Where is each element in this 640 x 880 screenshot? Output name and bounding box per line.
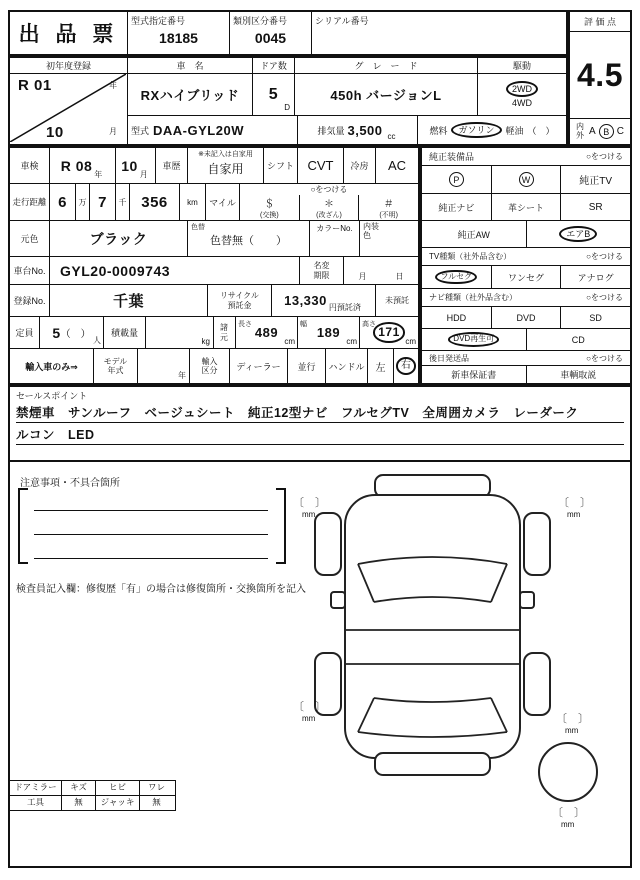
- month-char: 月: [358, 272, 367, 281]
- new-car-warranty: 新車保証書: [422, 366, 527, 383]
- recycle-none: 未預託: [385, 296, 409, 305]
- handle-left: 左: [368, 349, 394, 383]
- length-unit: cm: [284, 337, 295, 346]
- displacement-value: 3,500: [347, 122, 383, 138]
- shift-label: シフト: [264, 148, 298, 183]
- score-value-cell: [570, 32, 630, 118]
- color-change-cell: [188, 221, 310, 256]
- factory-aw: 純正AW: [422, 221, 527, 247]
- front-bumper: [375, 475, 490, 497]
- naigai-grade-a: A: [589, 126, 596, 137]
- equipment-aw-row: [422, 221, 630, 248]
- grade-value: 450h バージョンL: [330, 88, 442, 103]
- naigai-grade-b-circled: B: [599, 124, 614, 139]
- class-number-value: 0045: [254, 30, 287, 46]
- class-number-label: 類別区分番号: [233, 16, 288, 26]
- mile-options-group: [240, 184, 418, 220]
- dvd-play-cell: [422, 329, 527, 350]
- history-cell: [188, 148, 264, 183]
- score-box: [568, 10, 632, 146]
- notes-line: [34, 510, 268, 511]
- spec-label: 諸元: [220, 323, 228, 342]
- one-seg: ワンセグ: [492, 266, 562, 288]
- model-code-label: 型式: [131, 125, 150, 136]
- unknown-label: (不明): [379, 212, 399, 219]
- import-row: [10, 349, 418, 383]
- mirror-left: [331, 592, 345, 608]
- first-registration-cell: [10, 58, 128, 144]
- shaken-year-cell: [50, 148, 116, 183]
- analog-tv: アナログ: [577, 272, 614, 283]
- naigai-grade-c: C: [616, 126, 624, 137]
- tampered-symbol: ＊: [324, 199, 334, 210]
- shaken-year: R 08: [60, 157, 93, 174]
- registration-value: 千葉: [112, 293, 144, 310]
- capacity-cell: [40, 317, 104, 348]
- sales-points-label: セールスポイント: [16, 391, 88, 401]
- full-seg-cell: [422, 266, 492, 288]
- drive-2wd-circled: 2WD: [506, 81, 538, 97]
- model-code-cell: [128, 116, 298, 144]
- width-cell: [298, 317, 360, 348]
- car-name-cell: [128, 74, 253, 115]
- length-cell: [236, 317, 298, 348]
- drive-cell: [478, 74, 566, 115]
- mileage-rest: 356: [130, 184, 180, 220]
- model-code-value: DAA-GYL20W: [153, 122, 244, 138]
- day-char: 日: [395, 272, 404, 281]
- height-label: 高さ: [362, 321, 376, 328]
- capacity-paren: （ ）: [60, 329, 91, 340]
- cool-value: AC: [387, 158, 407, 173]
- name-change-label-cell: [300, 257, 344, 284]
- capacity-label: 定員: [10, 317, 40, 348]
- recycle-value: 13,330: [284, 293, 327, 308]
- power-steering-cell: [422, 166, 492, 193]
- mileage-row: [10, 184, 418, 221]
- width-label: 幅: [300, 321, 307, 328]
- nen-unit: 年: [178, 371, 186, 380]
- shaken-label: 車検: [10, 148, 50, 183]
- import-label: 輸入車のみ⇒: [10, 349, 94, 383]
- year-unit: 年: [109, 81, 117, 90]
- handle-right-circled: 右: [396, 357, 416, 375]
- power-window-circled: W: [519, 172, 534, 187]
- shaken-row: [10, 148, 418, 184]
- fuel-diesel-paren: （ ）: [527, 125, 555, 136]
- navi-dvd: DVD: [492, 307, 562, 328]
- kg-unit: kg: [201, 337, 210, 346]
- color-value: ブラック: [89, 230, 148, 247]
- tread-bracket-rear-left: 〔 〕: [293, 701, 326, 713]
- tool-table-cell: ドアミラー: [10, 781, 62, 795]
- airbag-circled: エアB: [559, 226, 597, 242]
- naigai-label: 内外: [576, 122, 585, 140]
- vehicle-band: [8, 56, 568, 146]
- mileage-label: 走行距離: [10, 184, 50, 220]
- chassis-cell: [50, 257, 300, 284]
- tampered-label: (改ざん): [316, 212, 342, 219]
- load-label: 積載量: [104, 317, 146, 348]
- displacement-label: 排気量: [317, 125, 345, 136]
- mileage-sen: 7: [90, 184, 116, 220]
- recycle-label: リサイクル預託金: [220, 291, 259, 310]
- km-unit: km: [180, 184, 206, 220]
- vehicle-value-row: [128, 74, 566, 116]
- doors-unit: D: [284, 103, 290, 112]
- registration-row: [10, 285, 418, 317]
- doors-cell: [253, 74, 295, 115]
- mm-label-rear-right: mm: [565, 726, 579, 735]
- tv-type-row: [422, 266, 630, 289]
- car-name-label: 車 名: [128, 58, 253, 73]
- tv-type-label: TV種類（社外品含む）: [429, 252, 512, 261]
- mile-options: [240, 195, 418, 220]
- navi-sd: SD: [589, 312, 602, 323]
- equipment-header-label: 純正装備品: [429, 152, 475, 162]
- mile-label: マイル: [206, 184, 240, 220]
- tv-type-circle-note: ○をつける: [586, 252, 623, 261]
- notes-bracket-right: [276, 488, 286, 564]
- details-block: [8, 146, 420, 385]
- class-number-field: [230, 12, 312, 54]
- first-registration-value: [10, 74, 127, 144]
- mile-option-exchange: [240, 195, 300, 220]
- wheel-rear-right: [524, 653, 550, 715]
- tool-table-cell: キズ: [62, 781, 96, 795]
- navi-type-label: ナビ種類（社外品含む）: [429, 293, 517, 302]
- dvd-play-circled: DVD再生可: [448, 332, 499, 347]
- spec-label-cell: [214, 317, 236, 348]
- fuel-label: 燃料: [429, 125, 448, 136]
- mm-label-spare: mm: [561, 820, 575, 829]
- tool-table-cell: 工具: [10, 796, 62, 810]
- color-change-value: 色替無（ ）: [210, 235, 287, 247]
- notes-label: 注意事項・不具合箇所: [20, 478, 120, 489]
- capacity-row: [10, 317, 418, 349]
- car-top-view-diagram: [290, 466, 626, 852]
- header-band: [8, 10, 568, 56]
- mm-label-front-left: mm: [302, 510, 316, 519]
- length-value: 489: [254, 325, 279, 340]
- tread-bracket-rear-right: 〔 〕: [556, 713, 589, 725]
- leather-seat: 革シート: [492, 194, 562, 220]
- model-fuel-row: [128, 116, 566, 144]
- doors-value: 5: [268, 85, 279, 103]
- first-reg-month: 10: [46, 124, 64, 141]
- wheel-front-right: [524, 513, 550, 575]
- exchange-symbol: ＄: [264, 199, 275, 210]
- height-value-circled: 171: [373, 322, 405, 342]
- tool-table-cell: ヒビ: [96, 781, 140, 795]
- notes-line: [34, 534, 268, 535]
- form-title-cell: [10, 12, 128, 54]
- car-name-value: RXハイブリッド: [140, 88, 240, 103]
- color-row: [10, 221, 418, 257]
- later-shipping-header: [422, 351, 630, 366]
- unknown-symbol: ＃: [383, 199, 394, 210]
- person-unit: 人: [93, 336, 101, 345]
- equipment-pw-row: [422, 166, 630, 194]
- recycle-label-cell: [208, 285, 272, 316]
- navi-hdd: HDD: [422, 307, 492, 328]
- drive-label: 駆動: [512, 61, 531, 71]
- interior-color-label: 内装色: [363, 222, 379, 240]
- month-unit: 月: [109, 127, 117, 136]
- registration-cell: [50, 285, 208, 316]
- tool-table-cell: ワレ: [147, 782, 165, 792]
- airbag-cell: [527, 221, 631, 247]
- width-value: 189: [316, 325, 341, 340]
- cd-player: CD: [571, 334, 585, 345]
- height-cell: [360, 317, 418, 348]
- tool-table-cell: 無: [152, 797, 161, 807]
- serial-number-label: シリアル番号: [315, 16, 369, 26]
- drive-4wd: 4WD: [512, 98, 532, 109]
- equipment-navi-row: [422, 194, 630, 221]
- mm-label-front-right: mm: [567, 510, 581, 519]
- load-cell: [146, 317, 214, 348]
- capacity-value: 5: [52, 324, 61, 341]
- serial-number-field: [312, 12, 566, 54]
- interior-color-cell: [360, 221, 418, 256]
- handle-right-cell: [394, 349, 418, 383]
- model-designation-field: [128, 12, 230, 54]
- naigai-row: [570, 118, 630, 144]
- sen-unit: 千: [116, 184, 130, 220]
- car-body: [345, 495, 520, 758]
- tool-table-cell: ジャッキ: [96, 796, 140, 810]
- height-unit: cm: [405, 337, 416, 346]
- color-no-label: カラーNo.: [316, 224, 353, 233]
- equipment-circle-note: ○をつける: [586, 152, 623, 161]
- import-parallel: 並行: [288, 349, 326, 383]
- form-title: 出 品 票: [18, 23, 119, 46]
- inspector-note: 検査員記入欄：修復歴「有」の場合は修復箇所・交換箇所を記入: [16, 584, 306, 595]
- doors-label: ドア数: [253, 58, 295, 73]
- score-value: 4.5: [577, 56, 623, 93]
- fuel-diesel: 軽油: [505, 125, 524, 136]
- chassis-label: 車台No.: [10, 257, 50, 284]
- history-label: 車歴: [156, 148, 188, 183]
- sunroof-sr: SR: [588, 201, 603, 213]
- handle-label: ハンドル: [326, 349, 368, 383]
- power-window-cell: [492, 166, 562, 193]
- factory-tv: 純正TV: [579, 176, 613, 187]
- navi-type-circle-note: ○をつける: [586, 293, 623, 302]
- first-reg-year: R 01: [18, 77, 52, 94]
- media-row: [422, 329, 630, 351]
- vehicle-manual: 車輌取説: [560, 370, 597, 380]
- shaken-month: 10: [121, 157, 138, 174]
- displacement-unit: cc: [387, 132, 396, 141]
- grade-cell: [295, 74, 478, 115]
- tv-type-header: [422, 248, 630, 266]
- model-year-label: モデル年式: [103, 356, 128, 375]
- mileage-man: 6: [50, 184, 76, 220]
- fuel-cell: [418, 116, 566, 144]
- power-steering-circled: P: [449, 172, 464, 187]
- notes-bracket-left: [18, 488, 28, 564]
- model-year-label-cell: [94, 349, 138, 383]
- color-label: 元色: [10, 221, 50, 256]
- notes-line: [34, 558, 268, 559]
- import-type-label: 輸入区分: [201, 356, 218, 375]
- mm-label-rear-left: mm: [302, 714, 316, 723]
- model-designation-label: 型式指定番号: [131, 16, 186, 26]
- import-type-label-cell: [190, 349, 230, 383]
- recycle-suffix: 円預託済: [328, 303, 361, 312]
- equipment-block: [420, 146, 632, 385]
- factory-navi: 純正ナビ: [422, 194, 492, 220]
- color-change-label: 色替: [191, 224, 205, 231]
- tread-bracket-front-right: 〔 〕: [558, 497, 591, 509]
- full-seg-circled: フルセグ: [435, 270, 477, 285]
- model-designation-value: 18185: [159, 30, 198, 46]
- wheel-front-left: [315, 513, 341, 575]
- exchange-label: (交換): [260, 212, 279, 219]
- man-unit: 万: [76, 184, 90, 220]
- shaken-month-cell: [116, 148, 156, 183]
- cool-label: 冷房: [344, 148, 376, 183]
- registration-label: 登録No.: [10, 285, 50, 316]
- tool-table-row: [10, 796, 175, 810]
- chassis-row: [10, 257, 418, 285]
- grade-label: グ レ ー ド: [295, 58, 478, 73]
- tread-bracket-spare: 〔 〕: [552, 807, 585, 819]
- navi-type-row: [422, 307, 630, 329]
- sales-points-block: [8, 385, 632, 462]
- chassis-value: GYL20-0009743: [60, 262, 171, 279]
- model-year-cell: [138, 349, 190, 383]
- tool-table-cell: 無: [62, 796, 96, 810]
- import-dealer: ディーラー: [230, 349, 288, 383]
- name-change-label: 名変期限: [313, 261, 330, 280]
- history-value: 自家用: [207, 162, 244, 176]
- width-unit: cm: [346, 337, 357, 346]
- color-cell: [50, 221, 188, 256]
- mirror-right: [520, 592, 534, 608]
- mile-option-tampered: [300, 195, 360, 220]
- navi-type-header: [422, 289, 630, 307]
- history-note: ※未記入は自家用: [198, 151, 253, 158]
- mile-circle-note: ○をつける: [310, 185, 348, 194]
- shaken-month-unit: 月: [139, 170, 148, 179]
- first-registration-label: 初年度登録: [10, 58, 127, 74]
- later-circle-note: ○をつける: [586, 353, 623, 363]
- tool-table: [10, 780, 176, 811]
- vehicle-header-row: [128, 58, 566, 74]
- vehicle-band-right: [128, 58, 566, 144]
- shift-value: CVT: [298, 148, 344, 183]
- bottom-section: [8, 462, 632, 868]
- recycle-value-cell: [272, 285, 376, 316]
- shaken-year-unit: 年: [94, 170, 103, 179]
- sales-points-line1: 禁煙車 サンルーフ ベージュシート 純正12型ナビ フルセグTV 全周囲カメラ レーダーク: [16, 402, 624, 423]
- tread-bracket-front-left: 〔 〕: [293, 497, 326, 509]
- tool-table-row: [10, 781, 175, 796]
- spare-tire: [539, 743, 597, 801]
- length-label: 長さ: [238, 321, 252, 328]
- sales-points-line2: ルコン LED: [16, 423, 624, 445]
- color-no-cell: [310, 221, 360, 256]
- equipment-header: [422, 148, 630, 166]
- documents-row: [422, 366, 630, 383]
- rear-bumper: [375, 753, 490, 775]
- name-change-date-cell: [344, 257, 418, 284]
- later-shipping-label: 後日発送品: [429, 353, 469, 363]
- score-label: 評 価 点: [570, 12, 630, 32]
- fuel-gasoline-circled: ガソリン: [451, 122, 501, 138]
- mile-option-unknown: [359, 195, 418, 220]
- displacement-cell: [298, 116, 418, 144]
